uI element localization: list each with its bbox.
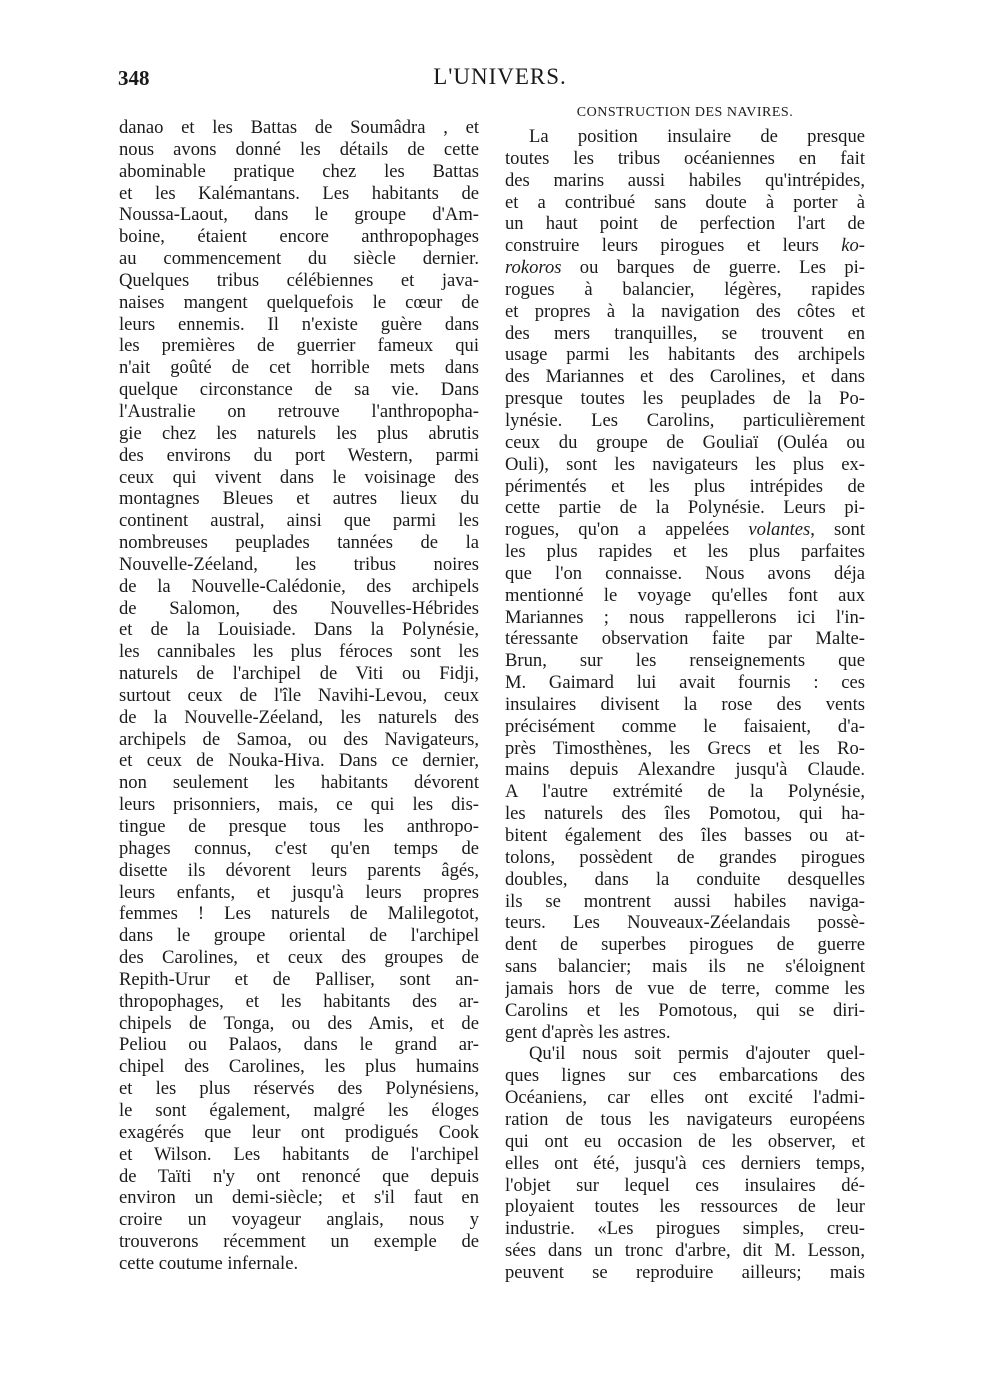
text-line: près Timosthènes, les Grecs et les Ro- <box>505 737 865 759</box>
text-line: chipels de Tonga, ou des Amis, et de <box>119 1012 479 1034</box>
text-line: mentionné le voyage qu'elles font aux <box>505 584 865 606</box>
right-column <box>505 126 865 1284</box>
text-line: mains depuis Alexandre jusqu'à Claude. <box>505 759 865 781</box>
text-line: naises mangent quelquefois le cœur de <box>119 291 479 313</box>
text-line: chipel des Carolines, les plus humains <box>119 1056 479 1078</box>
text-line: sées dans un tronc d'arbre, dit M. Lesson, <box>505 1240 865 1262</box>
page-number: 348 <box>118 66 150 90</box>
text-line: usage parmi les habitants des archipels <box>505 344 865 366</box>
text-line: industrie. «Les pirogues simples, creu- <box>505 1218 865 1240</box>
text-line: rogues, qu'on a appelées volantes, sont <box>505 519 865 541</box>
text-line: surtout ceux de l'île Navihi-Levou, ceux <box>119 684 479 706</box>
text-line: et Wilson. Les habitants de l'archipel <box>119 1143 479 1165</box>
text-line: les plus rapides et les plus parfaites <box>505 541 865 563</box>
text-line: leurs ennemis. Il n'existe guère dans <box>119 313 479 335</box>
text-line: que l'on connaisse. Nous avons déja <box>505 562 865 584</box>
text-line: Noussa-Laout, dans le groupe d'Am- <box>119 204 479 226</box>
text-line: ceux du groupe de Gouliaï (Ouléa ou <box>505 431 865 453</box>
text-line: des environs du port Western, parmi <box>119 444 479 466</box>
text-line: bitent également des îles basses ou at- <box>505 825 865 846</box>
text-line: de Taïti n'y ont renoncé que depuis <box>119 1165 479 1187</box>
text-line: abominable pratique chez les Battas <box>119 160 479 182</box>
text-line: tolons, possèdent de grandes pirogues <box>505 846 865 868</box>
text-line: n'ait goûté de cet horrible mets dans <box>119 357 479 379</box>
italic-term: rokoros <box>505 257 562 279</box>
text-line: leurs prisonniers, mais, ce qui les dis- <box>119 794 479 816</box>
text-line: teurs. Les Nouveaux-Zéelandais possè- <box>505 912 865 934</box>
text-line: et a contribué sans doute à porter à <box>505 191 865 213</box>
text-line: montagnes Bleues et autres lieux du <box>119 488 479 510</box>
text-line: Ouli), sont les navigateurs les plus ex- <box>505 453 865 475</box>
text-line: ployaient toutes les ressources de leur <box>505 1196 865 1218</box>
text-line: ils se montrent aussi habiles naviga- <box>505 890 865 912</box>
italic-term: volantes <box>748 519 811 541</box>
text-line: les premières de guerrier fameux qui <box>119 335 479 357</box>
text-line: et les plus réservés des Polynésiens, <box>119 1078 479 1100</box>
section-title: CONSTRUCTION DES NAVIRES. <box>576 105 794 120</box>
text-line: Mariannes ; nous rappellerons ici l'in- <box>505 606 865 628</box>
text-line: rogues à balancier, légères, rapides <box>505 278 865 300</box>
text-line: et de la Louisiade. Dans la Polynésie, <box>119 619 479 641</box>
text-line: quelque circonstance de sa vie. Dans <box>119 379 479 401</box>
text-line: rokoros ou barques de guerre. Les pi- <box>505 257 865 279</box>
text-line: ceux qui vivent dans le voisinage des <box>119 466 479 488</box>
text-line: et ceux de Nouka-Hiva. Dans ce dernier, <box>119 750 479 772</box>
text-line: Nouvelle-Zéeland, les tribus noires <box>119 553 479 575</box>
text-line: environ un demi-siècle; et s'il faut en <box>119 1187 479 1209</box>
text-line: des mers tranquilles, se trouvent en <box>505 322 865 344</box>
text-line: jamais hors de vue de terre, comme les <box>505 977 865 999</box>
text-line: doubles, dans la conduite desquelles <box>505 868 865 890</box>
text-line: presque toutes les peuplades de la Po- <box>505 388 865 410</box>
text-line: Carolins et les Pomotous, qui se diri- <box>505 999 865 1021</box>
text-line: dans le groupe oriental de l'archipel <box>119 925 479 947</box>
text-line: de la Nouvelle-Zéeland, les naturels des <box>119 706 479 728</box>
text-line: disette ils dévorent leurs parents âgés, <box>119 859 479 881</box>
text-line: des marins aussi habiles qu'intrépides, <box>505 169 865 191</box>
text-line: nombreuses peuplades tannées de la <box>119 532 479 554</box>
text-line: La position insulaire de presque <box>529 126 865 147</box>
text-line: et propres à la navigation des côtes et <box>505 300 865 322</box>
text-line: l'Australie on retrouve l'anthropopha- <box>119 400 479 422</box>
text-line: tingue de presque tous les anthropo- <box>119 816 479 837</box>
text-line: un haut point de perfection l'art de <box>505 213 865 235</box>
text-line: peuvent se reproduire ailleurs; mais <box>505 1261 865 1283</box>
text-line: des Mariannes et des Carolines, et dans <box>505 366 865 388</box>
text-line: Brun, sur les renseignements que <box>505 650 865 672</box>
text-line: des Carolines, et ceux des groupes de <box>119 947 479 969</box>
text-line: qui ont eu occasion de les observer, et <box>505 1130 865 1152</box>
text-line: toutes les tribus océaniennes en fait <box>505 147 865 169</box>
text-line: Qu'il nous soit permis d'ajouter quel- <box>529 1043 865 1065</box>
text-line: continent austral, ainsi que parmi les <box>119 510 479 532</box>
text-line: cette coutume infernale. <box>119 1252 299 1274</box>
text-line: M. Gaimard lui avait fournis : ces <box>505 672 865 694</box>
left-column <box>119 117 479 1275</box>
text-line: archipels de Samoa, ou des Navigateurs, <box>119 728 479 750</box>
text-line: de la Nouvelle-Calédonie, des archipels <box>119 575 479 597</box>
text-line: les cannibales les plus féroces sont les <box>119 641 479 663</box>
text-line: dent de superbes pirogues de guerre <box>505 934 865 956</box>
text-line: périmentés et les plus intrépides de <box>505 475 865 497</box>
text-line: insulaires divisent la rose des vents <box>505 693 865 715</box>
text-line: au commencement du siècle dernier. <box>119 248 479 270</box>
text-line: croire un voyageur anglais, nous y <box>119 1209 479 1231</box>
text-line: nous avons donné les détails de cette <box>119 138 479 160</box>
text-line: de Salomon, des Nouvelles-Hébrides <box>119 597 479 619</box>
text-line: ration de tous les navigateurs européens <box>505 1108 865 1130</box>
text-line: l'objet sur lequel ces insulaires dé- <box>505 1174 865 1196</box>
text-line: Peliou ou Palaos, dans le grand ar- <box>119 1034 479 1056</box>
text-line: Quelques tribus célébiennes et java- <box>119 269 479 291</box>
text-line: femmes ! Les naturels de Malilegotot, <box>119 903 479 925</box>
text-line: exagérés que leur ont prodigués Cook <box>119 1121 479 1143</box>
text-line: précisément comme le faisaient, d'a- <box>505 715 865 737</box>
text-line: danao et les Battas de Soumâdra , et <box>119 117 479 138</box>
text-line: gie chez les naturels les plus abrutis <box>119 422 479 444</box>
running-title: L'UNIVERS. <box>433 64 567 89</box>
text-line: elles ont été, jusqu'à ces derniers temps, <box>505 1152 865 1174</box>
text-line: phages connus, c'est qu'en temps de <box>119 837 479 859</box>
text-line: boine, étaient encore anthropophages <box>119 226 479 248</box>
text-line: et les Kalémantans. Les habitants de <box>119 182 479 204</box>
text-line: lynésie. Les Carolins, particulièrement <box>505 409 865 431</box>
italic-term: ko- <box>841 235 865 257</box>
text-line: Repith-Urur et de Palliser, sont an- <box>119 968 479 990</box>
text-line: sans balancier; mais ils ne s'éloignent <box>505 956 865 978</box>
text-line: non seulement les habitants dévorent <box>119 772 479 794</box>
text-line: téressante observation faite par Malte- <box>505 628 865 650</box>
text-line: construire leurs pirogues et leurs ko- <box>505 235 865 257</box>
text-line: ques lignes sur ces embarcations des <box>505 1065 865 1087</box>
text-line: leurs enfants, et jusqu'à leurs propres <box>119 881 479 903</box>
text-line: gent d'après les astres. <box>505 1021 671 1043</box>
text-line: les naturels des îles Pomotou, qui ha- <box>505 803 865 825</box>
text-line: A l'autre extrémité de la Polynésie, <box>505 781 865 803</box>
text-line: Océaniens, car elles ont excité l'admi- <box>505 1087 865 1109</box>
text-line: le sont également, malgré les éloges <box>119 1099 479 1121</box>
text-line: naturels de l'archipel de Viti ou Fidji, <box>119 663 479 685</box>
text-line: trouverons récemment un exemple de <box>119 1231 479 1253</box>
text-line: cette partie de la Polynésie. Leurs pi- <box>505 497 865 519</box>
text-line: thropophages, et les habitants des ar- <box>119 990 479 1012</box>
